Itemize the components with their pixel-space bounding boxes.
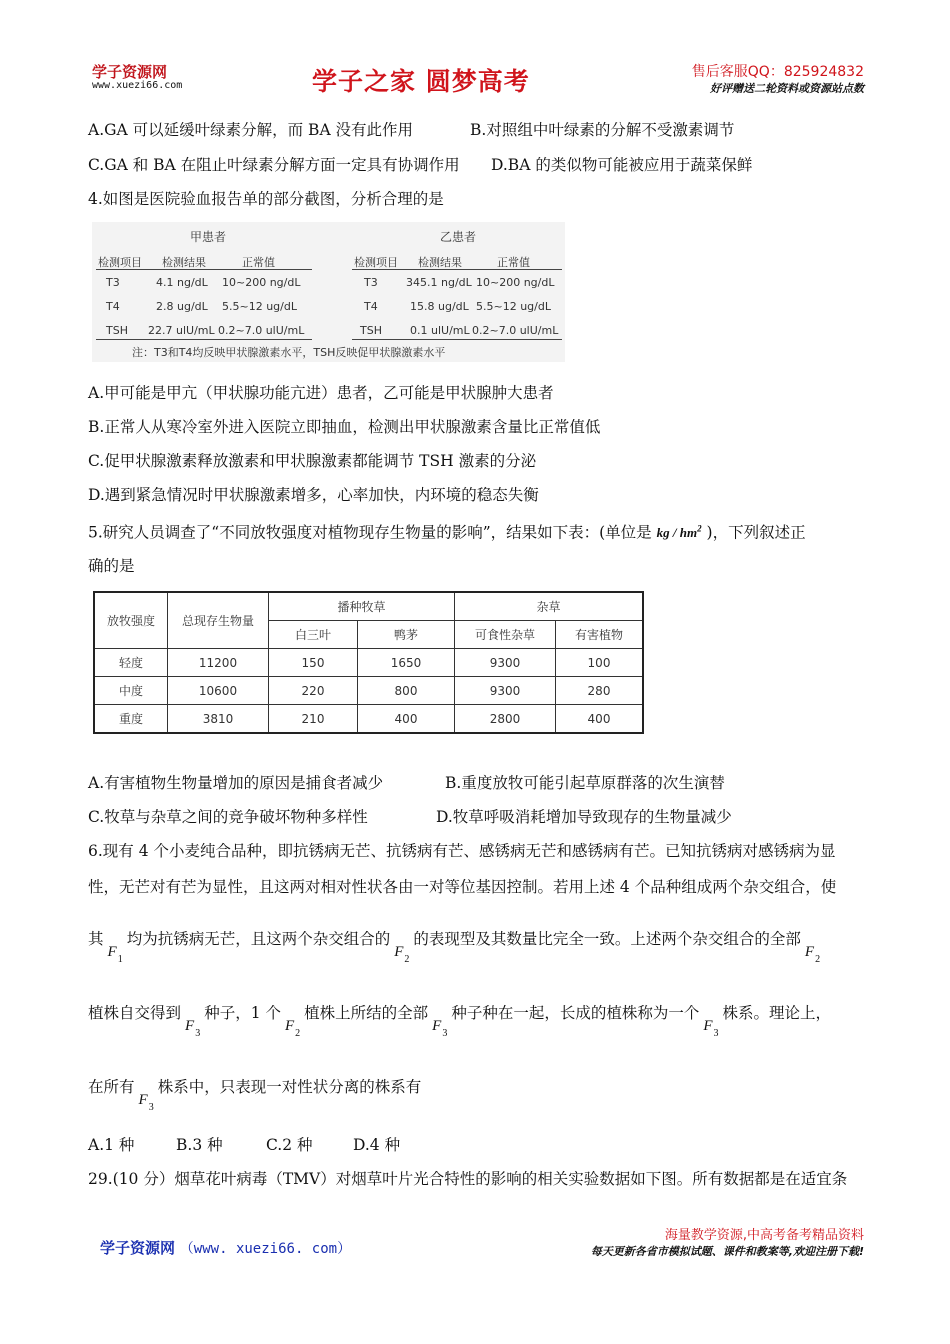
th-intensity: 放牧强度 — [94, 592, 168, 649]
text: 均为抗锈病无芒，且这两个杂交组合的 — [126, 930, 391, 948]
th-weed: 杂草 — [455, 592, 644, 621]
f-sub: 2 — [404, 954, 410, 965]
q5-row-2 — [88, 808, 872, 826]
q5-stem-text: 5.研究人员调查了“不同放牧强度对植物现存生物量的影响”，结果如下表：(单位是 — [88, 523, 652, 542]
f-sub: 3 — [195, 1028, 201, 1039]
f2-symbol — [284, 1018, 301, 1039]
f3-symbol — [703, 1018, 719, 1039]
header-result: 检测结果 — [418, 256, 462, 269]
table-row — [94, 677, 643, 705]
cell: T4 — [106, 300, 120, 313]
unit-sup: 2 — [697, 524, 702, 534]
footer-promo — [591, 1228, 864, 1260]
cell: TSH — [360, 324, 382, 337]
f-letter: F — [107, 944, 117, 960]
cell: T4 — [364, 300, 378, 313]
f-letter: F — [804, 944, 815, 960]
f-sub: 3 — [148, 1102, 154, 1113]
cell: 9300 — [455, 649, 556, 677]
cell: 3810 — [168, 705, 269, 734]
q5-option-a: A.有害植物生物量增加的原因是捕食者减少 — [88, 774, 384, 792]
th-sub: 白三叶 — [269, 621, 358, 649]
q3-option-c: C.GA 和 BA 在阻止叶绿素分解方面一定具有协调作用 — [88, 156, 460, 174]
cell: 10~200 ng/dL — [222, 276, 301, 289]
cell: 5.5~12 ug/dL — [222, 300, 297, 313]
cell: 10~200 ng/dL — [476, 276, 555, 289]
text: 植株自交得到 — [88, 1004, 182, 1022]
q6-option-c: C.2 种 — [266, 1136, 313, 1154]
footer-site[interactable] — [100, 1237, 351, 1258]
cell: 400 — [556, 705, 644, 734]
cell: 4.1 ng/dL — [156, 276, 208, 289]
th-sub: 有害植物 — [556, 621, 644, 649]
cell: 210 — [269, 705, 358, 734]
f-letter: F — [703, 1018, 713, 1034]
header-slogan: 学子之家 圆梦高考 — [312, 67, 530, 96]
text: 的表现型及其数量比完全一致。上述两个杂交组合的全部 — [413, 930, 801, 948]
q3-row-1 — [88, 121, 872, 139]
q5-option-d: D.牧草呼吸消耗增加导致现存的生物量减少 — [436, 808, 732, 826]
th-sown: 播种牧草 — [269, 592, 455, 621]
f-sub: 2 — [815, 954, 821, 965]
cell: 345.1 ng/dL — [406, 276, 472, 289]
f2-symbol — [804, 944, 821, 965]
header-result: 检测结果 — [162, 256, 206, 269]
cell: 100 — [556, 649, 644, 677]
text: 种子种在一起，长成的植株称为一个 — [451, 1004, 700, 1022]
q6-option-a: A.1 种 — [88, 1136, 135, 1154]
unit-text: kg / hm — [656, 525, 698, 541]
q5-stem-tail: )，下列叙述正 — [706, 523, 806, 542]
q6-options — [88, 1136, 872, 1154]
cell: 2800 — [455, 705, 556, 734]
header-normal: 正常值 — [242, 256, 275, 269]
f3-symbol — [185, 1018, 201, 1039]
q3-option-b: B.对照组中叶绿素的分解不受激素调节 — [470, 121, 735, 139]
cell: T3 — [364, 276, 378, 289]
header-contact — [692, 64, 864, 96]
text: 在所有 — [88, 1078, 135, 1096]
f-letter: F — [432, 1018, 442, 1034]
cell: 5.5~12 ug/dL — [476, 300, 551, 313]
q6-option-d: D.4 种 — [353, 1136, 401, 1154]
text: 植株上所结的全部 — [304, 1004, 429, 1022]
cell: 280 — [556, 677, 644, 705]
divider — [96, 269, 312, 270]
divider — [96, 339, 312, 340]
table-row — [94, 705, 643, 734]
header-normal: 正常值 — [497, 256, 530, 269]
f3-symbol — [138, 1092, 154, 1113]
footer-promo-note: 每天更新各省市模拟试题、课件和教案等,欢迎注册下载! — [590, 1245, 864, 1258]
q5-stem-line2: 确的是 — [88, 557, 135, 575]
q3-option-d: D.BA 的类似物可能被应用于蔬菜保鲜 — [491, 156, 753, 174]
header-item: 检测项目 — [354, 256, 398, 269]
support-qq: 售后客服QQ：825924832 — [691, 64, 864, 80]
header-note: 好评赠送二轮资料或资源站点数 — [710, 82, 864, 95]
q4-option-a: A.甲可能是甲亢（甲状腺功能亢进）患者，乙可能是甲状腺肿大患者 — [88, 384, 554, 402]
cell: 15.8 ug/dL — [410, 300, 469, 313]
q3-row-2 — [88, 156, 872, 174]
cell: 400 — [358, 705, 455, 734]
text: 株系。理论上， — [722, 1004, 832, 1022]
f-sub: 3 — [713, 1028, 719, 1039]
f-sub: 3 — [442, 1028, 448, 1039]
th-sub: 鸭茅 — [358, 621, 455, 649]
cell: 0.2~7.0 ulU/mL — [472, 324, 559, 337]
logo-name: 学子资源网 — [92, 63, 168, 81]
q6-line-1: 6.现有 4 个小麦纯合品种，即抗锈病无芒、抗锈病有芒、感锈病无芒和感锈病有芒。已知抗锈病对感锈病为显 — [88, 842, 836, 860]
q6-line-2: 性，无芒对有芒为显性，且这两对相对性状各由一对等位基因控制。若用上述 4 个品种组成两个杂交组合，使 — [88, 878, 837, 896]
q4-option-b: B.正常人从寒冷室外进入医院立即抽血，检测出甲状腺激素含量比正常值低 — [88, 418, 601, 436]
figure-footnote: 注：T3和T4均反映甲状腺激素水平，TSH反映促甲状腺激素水平 — [132, 346, 446, 359]
cell: 重度 — [94, 705, 168, 734]
cell: 10600 — [168, 677, 269, 705]
cell: 2.8 ug/dL — [156, 300, 208, 313]
f-letter: F — [185, 1018, 195, 1034]
q6-option-b: B.3 种 — [176, 1136, 223, 1154]
f-sub: 1 — [117, 954, 123, 965]
grazing-table — [93, 591, 644, 734]
cell: 22.7 ulU/mL — [148, 324, 215, 337]
patient-a-title: 甲患者 — [190, 230, 227, 244]
q5-option-b: B.重度放牧可能引起草原群落的次生演替 — [445, 774, 725, 792]
logo-url: www.xuezi66.com — [92, 80, 183, 91]
f-sub: 2 — [295, 1028, 301, 1039]
text: 其 — [88, 930, 104, 948]
f3-symbol — [432, 1018, 448, 1039]
cell: TSH — [106, 324, 128, 337]
f-letter: F — [394, 944, 404, 960]
f-letter: F — [138, 1092, 148, 1108]
footer-promo-title: 海量教学资源,中高考备考精品资料 — [664, 1228, 864, 1243]
divider — [352, 339, 562, 340]
q4-option-d: D.遇到紧急情况时甲状腺激素增多，心率加快，内环境的稳态失衡 — [88, 486, 539, 504]
q3-option-a: A.GA 可以延缓叶绿素分解，而 BA 没有此作用 — [88, 121, 414, 139]
q6-line-5 — [88, 1078, 872, 1113]
th-total: 总现存生物量 — [168, 592, 269, 649]
footer-url: （www. xuezi66. com） — [179, 1241, 352, 1257]
cell: 0.2~7.0 ulU/mL — [218, 324, 305, 337]
q29-line-1: 29.(10 分）烟草花叶病毒（TMV）对烟草叶片光合特性的影响的相关实验数据如下图。所有数据都是在适宜条 — [88, 1170, 848, 1188]
divider — [352, 269, 562, 270]
unit — [657, 525, 702, 540]
q5-option-c: C.牧草与杂草之间的竞争破坏物种多样性 — [88, 808, 368, 826]
cell: 800 — [358, 677, 455, 705]
cell: T3 — [106, 276, 120, 289]
f-letter: F — [284, 1018, 295, 1034]
q5-row-1 — [88, 774, 872, 792]
cell: 9300 — [455, 677, 556, 705]
text: 株系中，只表现一对性状分离的株系有 — [157, 1078, 422, 1096]
cell: 0.1 ulU/mL — [410, 324, 470, 337]
footer-name: 学子资源网 — [100, 1239, 176, 1257]
q4-stem: 4.如图是医院验血报告单的部分截图，分析合理的是 — [88, 190, 444, 208]
header-item: 检测项目 — [98, 256, 142, 269]
patient-b-title: 乙患者 — [440, 230, 477, 244]
cell: 1650 — [358, 649, 455, 677]
table-row — [94, 649, 643, 677]
site-logo[interactable] — [92, 64, 182, 92]
blood-test-figure — [92, 222, 565, 362]
cell: 150 — [269, 649, 358, 677]
q6-line-3 — [88, 930, 872, 965]
cell: 轻度 — [94, 649, 168, 677]
text: 种子，1 个 — [204, 1004, 281, 1022]
f2-symbol — [394, 944, 410, 965]
cell: 220 — [269, 677, 358, 705]
f1-symbol — [107, 944, 123, 965]
cell: 中度 — [94, 677, 168, 705]
cell: 11200 — [168, 649, 269, 677]
q5-stem — [88, 520, 872, 542]
th-sub: 可食性杂草 — [455, 621, 556, 649]
q4-option-c: C.促甲状腺激素释放激素和甲状腺激素都能调节 TSH 激素的分泌 — [88, 452, 537, 470]
q6-line-4 — [88, 1004, 872, 1039]
